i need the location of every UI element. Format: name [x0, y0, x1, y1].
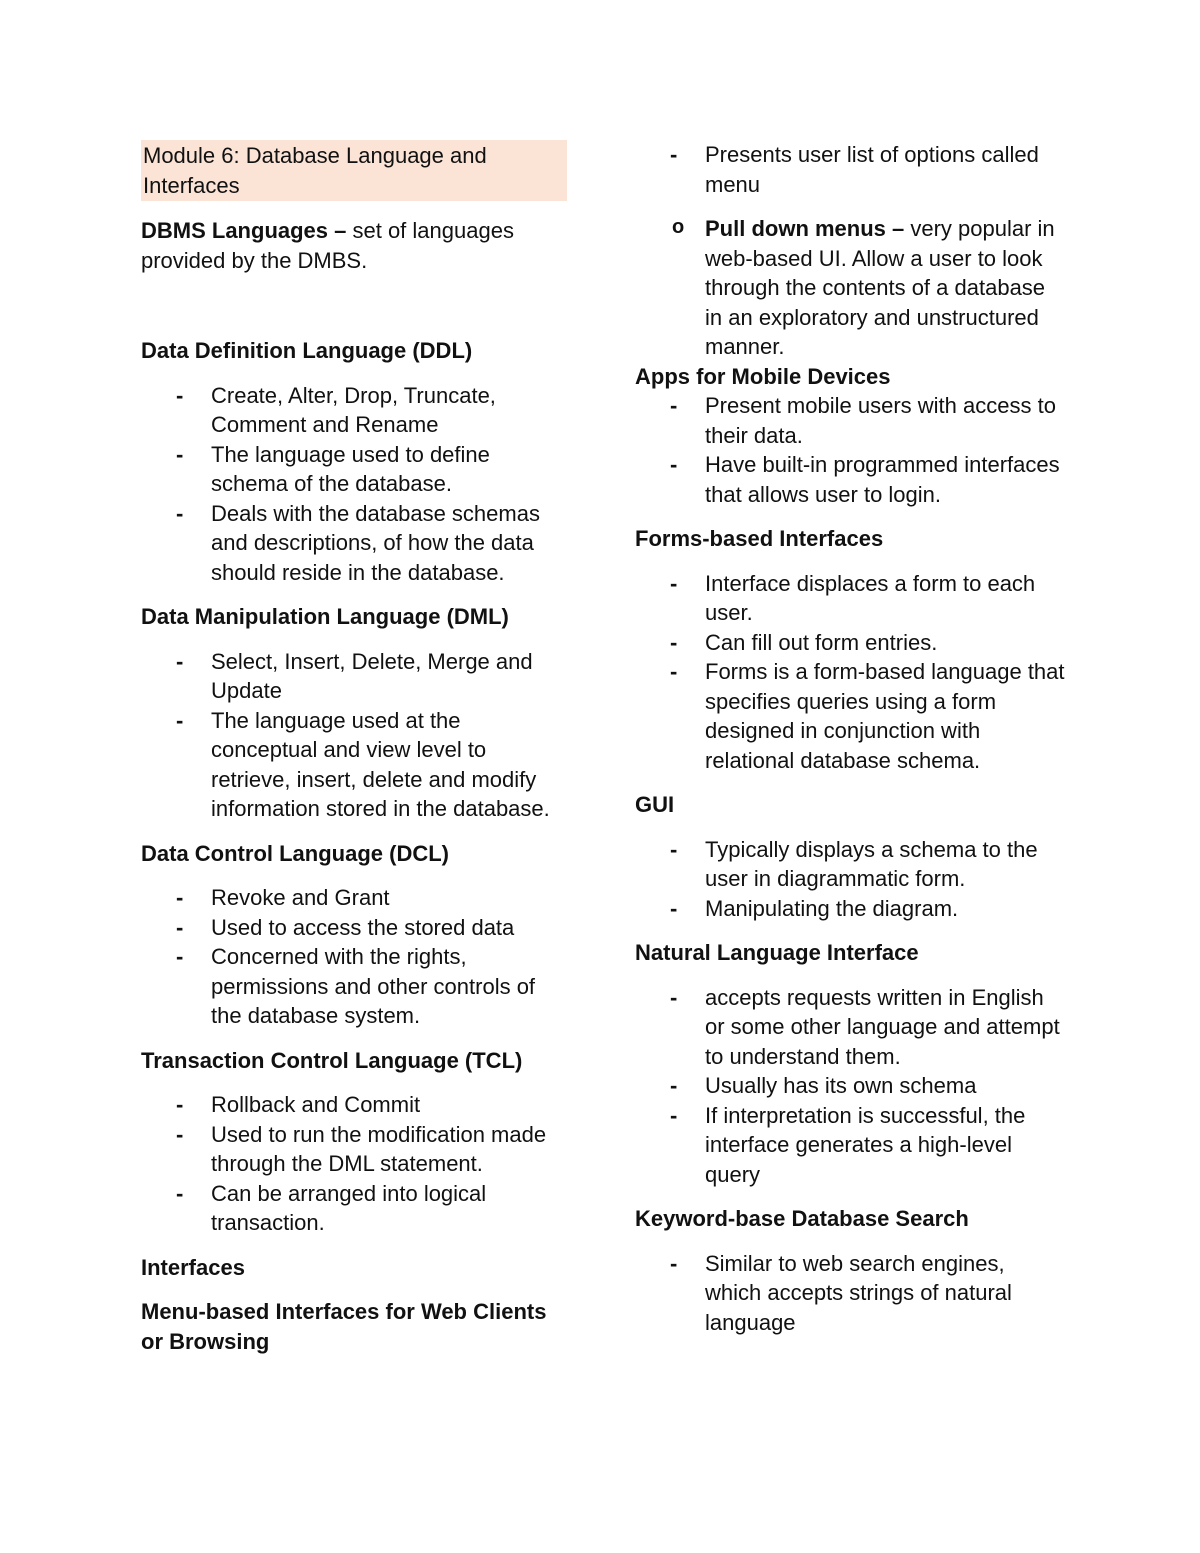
- list-item: - accepts requests written in English or some other language and attempt to understand them.: [705, 983, 1065, 1072]
- dbms-languages-definition: [141, 216, 569, 275]
- gui-list: [635, 835, 1065, 924]
- list-item: - Similar to web search engines, which accepts strings of natural language: [705, 1249, 1065, 1338]
- mobile-heading: Apps for Mobile Devices: [635, 363, 891, 389]
- list-item: - Deals with the database schemas and descriptions, of how the data should reside in the database.: [211, 499, 569, 588]
- mobile-list: [635, 391, 1065, 509]
- tcl-list: [141, 1090, 569, 1238]
- nli-heading: Natural Language Interface: [635, 940, 919, 965]
- ddl-list: [141, 381, 569, 588]
- pulldown-list: [635, 214, 1065, 362]
- nli-list: [635, 983, 1065, 1190]
- dbms-languages-text: set of languages provided by the DMBS.: [141, 218, 514, 273]
- dml-heading: Data Manipulation Language (DML): [141, 604, 509, 629]
- list-item: - Revoke and Grant: [211, 883, 569, 913]
- list-item: - Create, Alter, Drop, Truncate, Comment and Rename: [211, 381, 569, 440]
- tcl-heading: Transaction Control Language (TCL): [141, 1047, 523, 1073]
- list-item: - The language used at the conceptual and view level to retrieve, insert, delete and modify information stored in the database.: [211, 706, 569, 824]
- list-item: - Concerned with the rights, permissions and other controls of the database system.: [211, 942, 569, 1031]
- list-item: - The language used to define schema of the database.: [211, 440, 569, 499]
- list-item: - Can be arranged into logical transaction.: [211, 1179, 569, 1238]
- module-title: Module 6: Database Language and Interfaces: [141, 140, 567, 201]
- list-item: - Typically displays a schema to the user in diagrammatic form.: [705, 835, 1065, 894]
- list-item: - If interpretation is successful, the interface generates a high-level query: [705, 1101, 1065, 1190]
- list-item: - Used to access the stored data: [211, 913, 569, 943]
- forms-heading: Forms-based Interfaces: [635, 526, 884, 551]
- list-item: - Forms is a form-based language that specifies queries using a form designed in conjunction with relational database schema.: [705, 657, 1065, 775]
- list-item: - Can fill out form entries.: [705, 628, 1065, 658]
- left-column: [141, 140, 569, 1356]
- list-item: [705, 214, 1065, 362]
- list-item: - Usually has its own schema: [705, 1071, 1065, 1101]
- menu-list: [635, 140, 1065, 199]
- dml-list: [141, 647, 569, 824]
- right-column: [635, 140, 1065, 1352]
- keyword-heading: Keyword-base Database Search: [635, 1206, 969, 1231]
- list-item: - Select, Insert, Delete, Merge and Update: [211, 647, 569, 706]
- menu-interfaces-heading: Menu-based Interfaces for Web Clients or Browsing: [141, 1299, 547, 1354]
- list-item: - Presents user list of options called menu: [705, 140, 1065, 199]
- interfaces-heading: Interfaces: [141, 1254, 245, 1280]
- list-item: - Present mobile users with access to their data.: [705, 391, 1065, 450]
- ddl-heading: Data Definition Language (DDL): [141, 338, 473, 363]
- forms-list: [635, 569, 1065, 776]
- keyword-list: [635, 1249, 1065, 1338]
- list-item: - Rollback and Commit: [211, 1090, 569, 1120]
- pulldown-term: Pull down menus –: [705, 216, 905, 241]
- list-item: - Have built-in programmed interfaces that allows user to login.: [705, 450, 1065, 509]
- pulldown-text: very popular in web-based UI. Allow a user to look through the contents of a database in an exploratory and unstructured manner.: [705, 216, 1055, 359]
- list-item: - Used to run the modification made through the DML statement.: [211, 1120, 569, 1179]
- dbms-languages-term: DBMS Languages –: [141, 218, 347, 243]
- list-item: - Manipulating the diagram.: [705, 894, 1065, 924]
- dcl-heading: Data Control Language (DCL): [141, 840, 449, 866]
- gui-heading: GUI: [635, 792, 675, 817]
- dcl-list: [141, 883, 569, 1031]
- list-item: - Interface displaces a form to each user.: [705, 569, 1065, 628]
